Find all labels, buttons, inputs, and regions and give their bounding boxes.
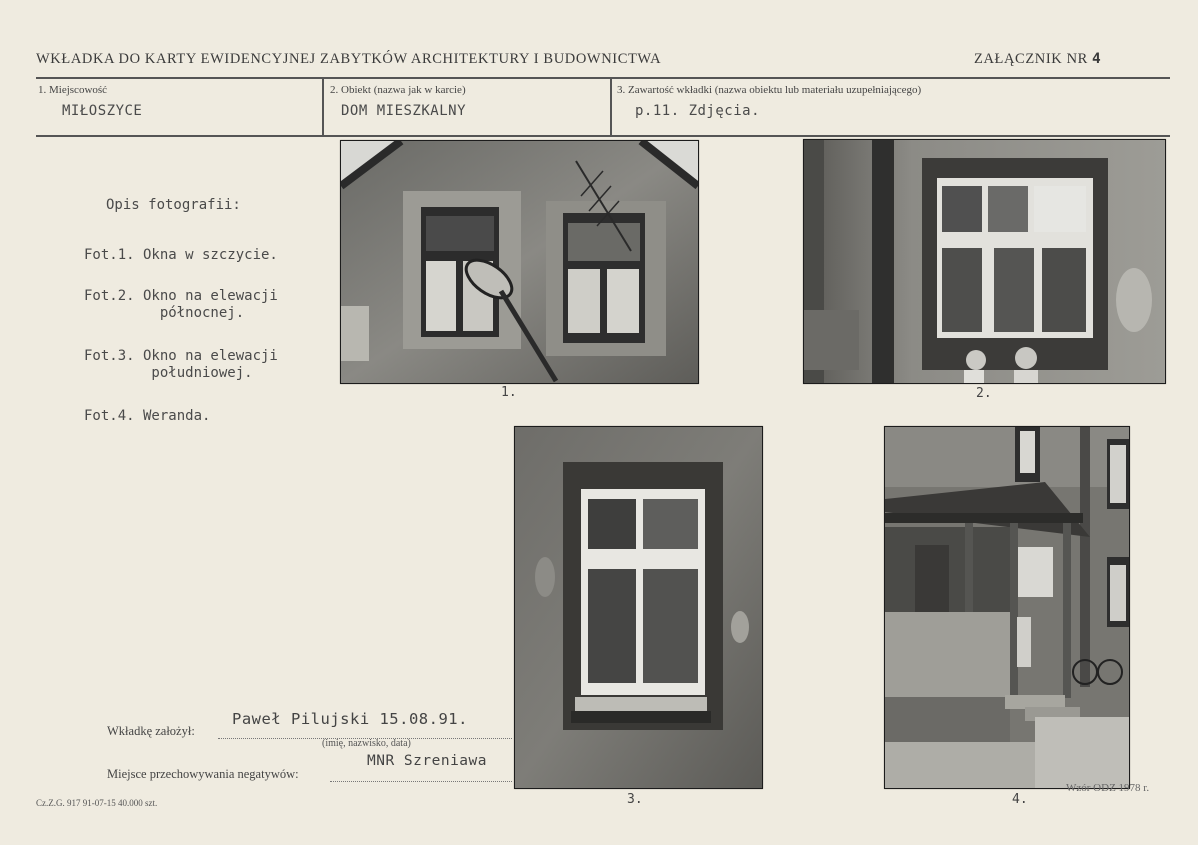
photo-4-image: [885, 427, 1129, 788]
photo-4-veranda: [884, 426, 1130, 789]
header-top-rule: [36, 77, 1170, 79]
locality-value: MIŁOSZYCE: [62, 103, 143, 119]
photo-3-south-window: [514, 426, 763, 789]
storage-value: MNR Szreniawa: [367, 753, 487, 769]
photo-4-number: 4.: [1012, 792, 1028, 807]
photo-1-image: [341, 141, 698, 383]
prepared-by-hint: (imię, nazwisko, data): [322, 738, 411, 749]
photo-description-item-4: Fot.4. Weranda.: [84, 408, 211, 424]
photo-description-item-2: Fot.2. Okno na elewacji północnej.: [84, 288, 278, 321]
field-divider-1: [322, 78, 324, 135]
photo-description-heading: Opis fotografii:: [106, 197, 241, 213]
document-title: WKŁADKA DO KARTY EWIDENCYJNEJ ZABYTKÓW ARCHITEKTURY I BUDOWNICTWA: [36, 51, 662, 67]
header-bottom-rule: [36, 135, 1170, 137]
photo-3-number: 3.: [627, 792, 643, 807]
print-info: Cz.Z.G. 917 91-07-15 40.000 szt.: [36, 798, 158, 808]
photo-description-item-3: Fot.3. Okno na elewacji południowej.: [84, 348, 278, 381]
photo-2-image: [804, 140, 1165, 383]
object-value: DOM MIESZKALNY: [341, 103, 467, 119]
photo-3-image: [515, 427, 762, 788]
locality-label: 1. Miejscowość: [38, 84, 108, 96]
content-label: 3. Zawartość wkładki (nazwa obiektu lub materiału uzupełniającego): [617, 84, 922, 96]
content-value: p.11. Zdjęcia.: [635, 103, 761, 119]
field-divider-2: [610, 78, 612, 135]
storage-line: [330, 781, 512, 782]
photo-1-number: 1.: [501, 385, 517, 400]
object-label: 2. Obiekt (nazwa jak w karcie): [330, 84, 466, 96]
annex-label-text: ZAŁĄCZNIK NR: [974, 51, 1088, 67]
photo-1-gable-windows: [340, 140, 699, 384]
photo-2-number: 2.: [976, 386, 992, 401]
form-year: Wzór ODZ 1978 r.: [1066, 782, 1150, 794]
annex-number: 4: [1091, 51, 1102, 67]
prepared-by-label: Wkładkę założył:: [107, 724, 195, 738]
prepared-by-value: Paweł Pilujski 15.08.91.: [232, 710, 468, 728]
photo-2-north-window: [803, 139, 1166, 384]
annex-label: [974, 51, 1101, 68]
photo-description-item-1: Fot.1. Okna w szczycie.: [84, 247, 278, 263]
storage-label: Miejsce przechowywania negatywów:: [107, 767, 299, 781]
